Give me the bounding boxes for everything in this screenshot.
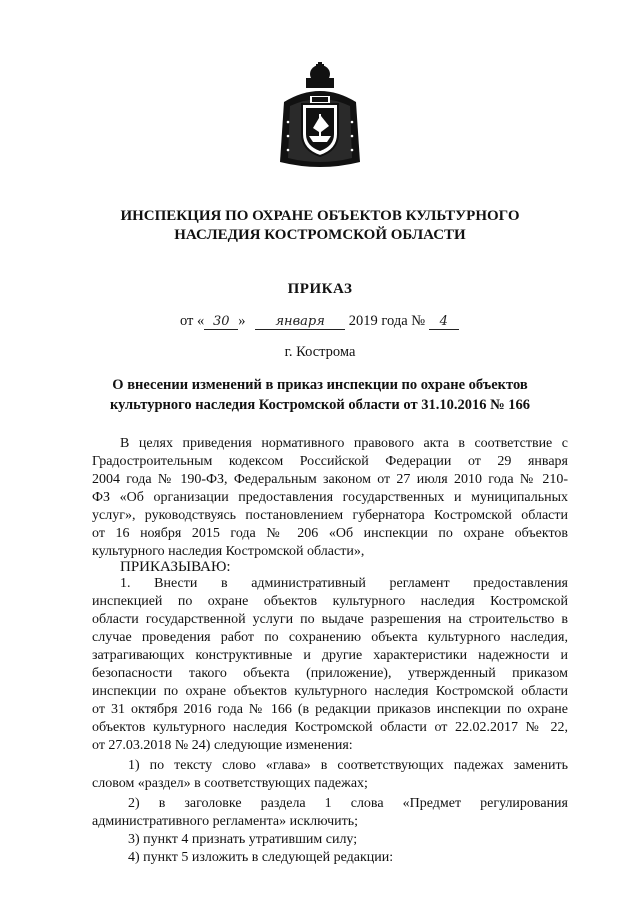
body-line: случае проведения работ по сохранению объекта культурного наследия, [92,630,568,645]
order-year-text: 2019 года № [348,313,426,329]
body-line: Градостроительным кодексом Российской Федерации от 29 января [92,454,568,469]
body-line: от 27.03.2018 № 24) следующие изменения: [92,738,353,753]
body-line: объектов культурного наследия Костромской области от 22.02.2017 № 22, [92,720,568,735]
body-line: затрагивающих конструктивные и другие характеристики надежности и [92,648,568,663]
body-line: от 16 ноября 2015 года № 206 «Об инспекции по охране объектов [92,526,568,541]
body-line: услуг», руководствуясь постановлением губернатора Костромской области [92,508,568,523]
subject-line-2: культурного наследия Костромской области от 31.10.2016 № 166 [109,397,531,413]
order-day: 30 [204,314,238,330]
body-line: безопасности такого объекта (приложение), утвержденный приказом [92,666,568,681]
body-line: 1) по тексту слово «глава» в соответствующих падежах заменить [128,758,568,773]
body-line: области государственной услуги по выдаче разрешения на строительство в [92,612,568,627]
order-date-line [180,313,459,330]
order-month: января [255,314,345,330]
kostroma-coat-of-arms-icon [276,62,364,174]
body-line: инспекции по охране объектов культурного наследия Костромской области [92,684,568,699]
date-quote-close: » [238,313,246,329]
body-line: словом «раздел» в соответствующих падежах; [92,776,368,791]
body-line: культурного наследия Костромской области», [92,544,365,559]
body-line: 4) пункт 5 изложить в следующей редакции: [128,850,394,865]
body-line: 2004 года № 190-ФЗ, Федеральным законом от 27 июля 2010 года № 210- [92,472,568,487]
organization-name-line-1: ИНСПЕКЦИЯ ПО ОХРАНЕ ОБЪЕКТОВ КУЛЬТУРНОГО [120,208,520,224]
body-line: 2) в заголовке раздела 1 слова «Предмет регулирования [128,796,568,811]
city-name: г. Кострома [284,344,356,360]
body-line: ФЗ «Об организации предоставления государственных и муниципальных [92,490,568,505]
document-title: ПРИКАЗ [287,281,353,297]
body-line: административного регламента» исключить; [92,814,358,829]
body-line: от 31 октября 2016 года № 166 (в редакции приказов инспекции по охране [92,702,568,717]
date-prefix: от « [180,313,205,329]
body-line: 1. Внести в административный регламент предоставления [120,576,568,591]
body-line: 3) пункт 4 признать утратившим силу; [128,832,358,847]
body-line: В целях приведения нормативного правового акта в соответствие с [120,436,568,451]
order-directive: ПРИКАЗЫВАЮ: [120,559,231,575]
order-number: 4 [429,314,459,330]
subject-line-1: О внесении изменений в приказ инспекции по охране объектов [112,377,528,393]
body-line: инспекцией по охране объектов культурного наследия Костромской [92,594,568,609]
organization-name-line-2: НАСЛЕДИЯ КОСТРОМСКОЙ ОБЛАСТИ [174,227,466,243]
